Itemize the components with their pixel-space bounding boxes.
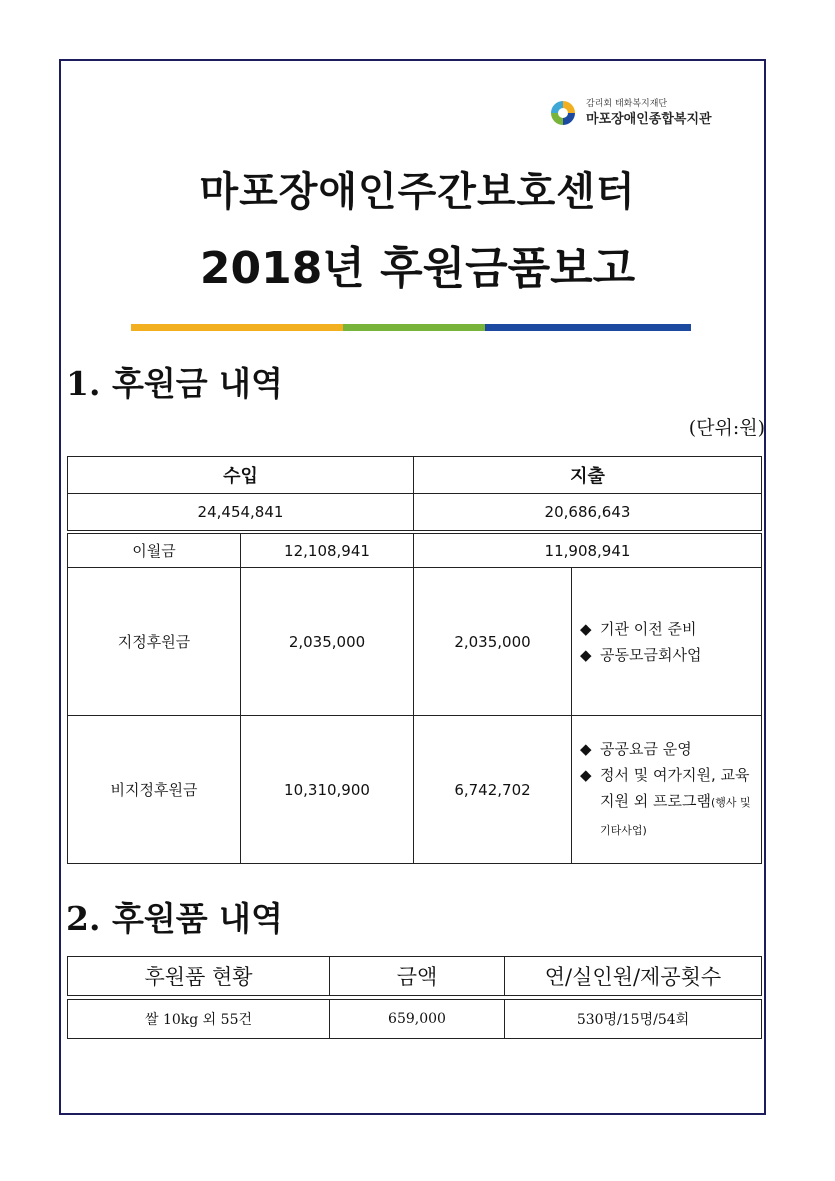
organization-logo [548, 96, 758, 136]
rule-orange [131, 324, 343, 331]
people-value: 530명/15명/54회 [505, 1000, 762, 1039]
page-title-center: 마포장애인주간보호센터 [199, 169, 636, 215]
row-label: 지정후원금 [68, 568, 241, 716]
diamond-bullet-icon: ◆ [580, 765, 592, 784]
row-label: 비지정후원금 [68, 716, 241, 864]
unit-label: (단위:원) [688, 417, 765, 439]
section2-heading: 2. 후원품 내역 [66, 899, 283, 938]
diamond-bullet-icon: ◆ [580, 739, 592, 758]
table-row [68, 534, 762, 568]
use-item: 공동모금회사업 [600, 645, 702, 664]
amount-header: 금액 [330, 957, 505, 996]
table-row [68, 716, 762, 864]
use-item: 공공요금 운영 [600, 739, 692, 758]
donation-money-table [67, 456, 762, 864]
row-income: 2,035,000 [241, 568, 414, 716]
use-item: 기관 이전 준비 [600, 619, 697, 638]
diamond-bullet-icon: ◆ [580, 645, 592, 664]
use-item: 정서 및 여가지원, 교육지원 외 프로그램 [600, 765, 750, 810]
income-total: 24,454,841 [68, 494, 414, 531]
goods-header: 후원품 현황 [68, 957, 330, 996]
logo-swirl-icon [548, 98, 578, 128]
row-income: 12,108,941 [241, 534, 414, 568]
row-expense: 11,908,941 [414, 534, 762, 568]
section1-heading: 1. 후원금 내역 [66, 364, 283, 403]
rule-blue [485, 324, 691, 331]
expense-header: 지출 [414, 457, 762, 494]
rule-green [343, 324, 485, 331]
income-header: 수입 [68, 457, 414, 494]
row-expense: 2,035,000 [414, 568, 572, 716]
row-uses [572, 716, 762, 864]
people-header: 연/실인원/제공횟수 [505, 957, 762, 996]
row-uses [572, 568, 762, 716]
logo-subtitle: 감리회 태화복지재단 [586, 99, 668, 109]
donated-goods-table [67, 956, 762, 1039]
page-title-report: 2018년 후원금품보고 [199, 243, 636, 294]
row-expense: 6,742,702 [414, 716, 572, 864]
row-income: 10,310,900 [241, 716, 414, 864]
diamond-bullet-icon: ◆ [580, 619, 592, 638]
expense-total: 20,686,643 [414, 494, 762, 531]
use-note: (행사 및 기타사업) [600, 795, 751, 837]
row-label: 이월금 [68, 534, 241, 568]
goods-value: 쌀 10kg 외 55건 [68, 1000, 330, 1039]
amount-value: 659,000 [330, 1000, 505, 1039]
table-row [68, 568, 762, 716]
logo-name: 마포장애인종합복지관 [586, 112, 712, 127]
table-row [68, 1000, 762, 1039]
